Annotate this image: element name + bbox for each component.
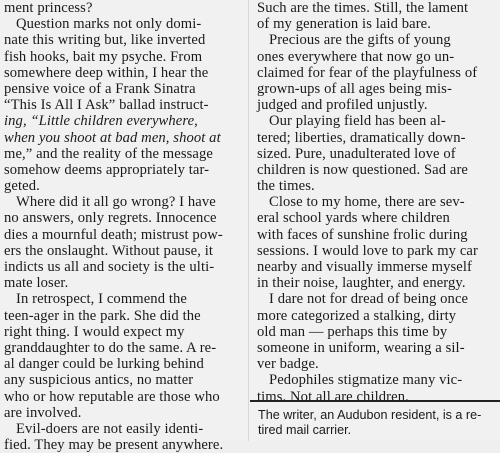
text-line: any suspicious antics, no matter xyxy=(4,372,194,389)
text-line: granddaughter to do the same. A re- xyxy=(4,339,217,356)
text-line: old man — perhaps this time by xyxy=(257,323,448,340)
text-line: mate loser. xyxy=(4,275,69,292)
text-line: fied. They may be present anywhere. xyxy=(4,437,224,453)
text-line: in their noise, laughter, and energy. xyxy=(257,275,466,292)
text-line: judged and profiled unjustly. xyxy=(257,97,428,114)
text-line: me,” and the reality of the message xyxy=(4,145,213,162)
text-line: dies a mournful death; mistrust pow- xyxy=(4,226,223,243)
text-line: indicts us all and society is the ulti- xyxy=(4,259,215,275)
text-line: sessions. I would love to park my car xyxy=(257,242,478,259)
left-column xyxy=(4,0,242,453)
text-line: with faces of sunshine frolic during xyxy=(257,226,468,243)
text-line: In retrospect, I commend the xyxy=(16,291,187,308)
text-line: sized. Pure, unadulterated love of xyxy=(257,145,456,162)
text-line: of my generation is laid bare. xyxy=(257,16,432,33)
text-line: somehow deems appropriately tar- xyxy=(4,161,210,178)
text-line: children is now questioned. Sad are xyxy=(257,161,469,178)
text-line: right thing. I would expect my xyxy=(4,323,185,340)
text-line: “This Is All I Ask” ballad instruct- xyxy=(4,97,209,114)
text-line: grown-ups of all ages being mis- xyxy=(257,80,452,97)
byline-line: The writer, an Audubon resident, is a re- xyxy=(258,408,482,422)
text-line: ver badge. xyxy=(257,356,319,373)
text-line: the times. xyxy=(257,178,315,195)
text-line: fish hooks, bait my psyche. From xyxy=(4,48,203,65)
text-line: al danger could be lurking behind xyxy=(4,356,204,373)
text-line: Our playing field has been al- xyxy=(269,113,446,130)
text-line: somewhere deep within, I hear the xyxy=(4,64,209,81)
text-line: pensive voice of a Frank Sinatra xyxy=(4,80,196,97)
text-line: who or how reputable are those who xyxy=(4,388,220,405)
text-line: ers the onslaught. Without pause, it xyxy=(4,242,214,259)
text-line: Evil-doers are not easily identi- xyxy=(16,420,204,437)
text-line: nearby and visually immerse myself xyxy=(257,259,472,275)
text-line: someone in uniform, wearing a sil- xyxy=(257,339,465,356)
text-line: Pedophiles stigmatize many vic- xyxy=(269,372,463,389)
author-byline xyxy=(258,408,494,438)
byline-line: tired mail carrier. xyxy=(258,423,352,437)
column-divider xyxy=(248,0,249,441)
text-line-quote: when you shoot at bad men, shoot at xyxy=(4,129,221,146)
text-line: more categorized a stalking, dirty xyxy=(257,307,457,324)
text-line: Where did it all go wrong? I have xyxy=(16,194,216,211)
text-line: are involved. xyxy=(4,404,82,421)
text-line: Such are the times. Still, the lament xyxy=(257,0,469,16)
text-line: teen-ager in the park. She did the xyxy=(4,307,201,324)
text-line: Precious are the gifts of young xyxy=(269,32,451,49)
text-line: Question marks not only domi- xyxy=(16,16,202,33)
text-line: Close to my home, there are sev- xyxy=(269,194,465,211)
text-line: claimed for fear of the playfulness of xyxy=(257,64,478,81)
text-line: ones everywhere that now go un- xyxy=(257,48,455,65)
text-line: nate this writing but, like inverted xyxy=(4,32,206,49)
right-column xyxy=(257,0,497,405)
text-line: no answers, only regrets. Innocence xyxy=(4,210,217,227)
text-line: tims. Not all are children. xyxy=(257,388,409,405)
text-line: eral school yards where children xyxy=(257,210,450,227)
author-byline-box xyxy=(250,400,500,443)
text-line: I dare not for dread of being once xyxy=(269,291,469,308)
text-line-quote: ing, “Little children everywhere, xyxy=(4,113,198,130)
text-line: geted. xyxy=(4,178,40,195)
text-line: tered; liberties, dramatically down- xyxy=(257,129,466,146)
text-line: ment princess? xyxy=(4,0,93,16)
